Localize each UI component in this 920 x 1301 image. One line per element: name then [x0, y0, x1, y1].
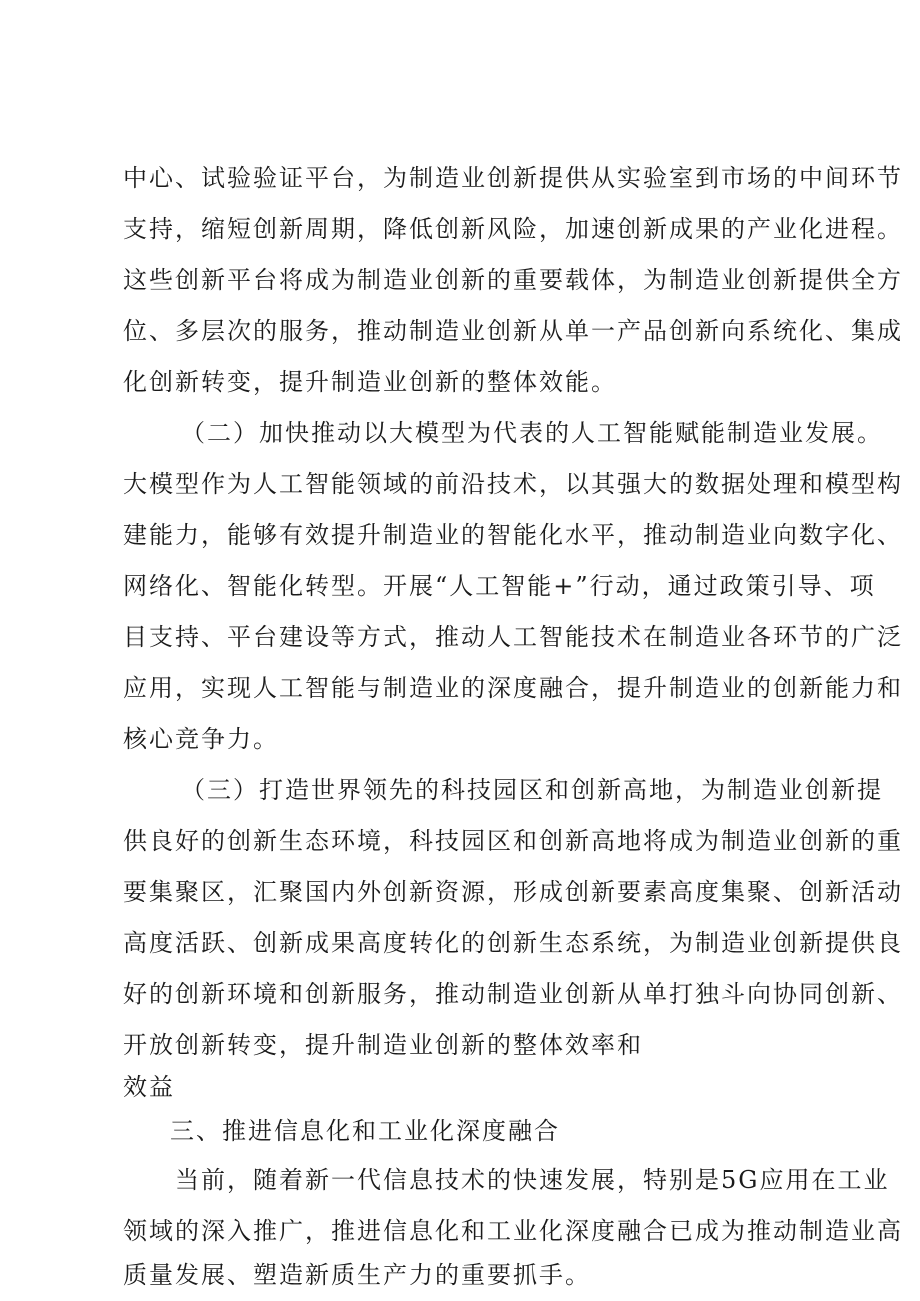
chapter-heading: 三、推进信息化和工业化深度融合 — [170, 1117, 560, 1145]
section-heading: （二）加快推动以大模型为代表的人工智能赋能制造业发展。 — [181, 419, 883, 447]
text-line: 供良好的创新生态环境，科技园区和创新高地将成为制造业创新的重 — [123, 827, 903, 855]
text-line: 领域的深入推广，推进信息化和工业化深度融合已成为推动制造业高 — [123, 1217, 903, 1245]
text-line: 建能力，能够有效提升制造业的智能化水平，推动制造业向数字化、 — [123, 521, 903, 549]
text-line: 位、多层次的服务，推动制造业创新从单一产品创新向系统化、集成 — [123, 317, 903, 345]
section-heading: （三）打造世界领先的科技园区和创新高地，为制造业创新提 — [181, 776, 883, 804]
text-line: 大模型作为人工智能领域的前沿技术，以其强大的数据处理和模型构 — [123, 470, 903, 498]
text-line: 这些创新平台将成为制造业创新的重要载体，为制造业创新提供全方 — [123, 266, 903, 294]
text-line: 效益 — [123, 1073, 175, 1101]
text-line: 要集聚区，汇聚国内外创新资源，形成创新要素高度集聚、创新活动 — [123, 878, 903, 906]
text-line: 应用，实现人工智能与制造业的深度融合，提升制造业的创新能力和 — [123, 674, 903, 702]
text-line: 开放创新转变，提升制造业创新的整体效率和 — [123, 1031, 643, 1059]
text-line: 中心、试验验证平台，为制造业创新提供从实验室到市场的中间环节 — [123, 164, 903, 192]
text-line: 核心竞争力。 — [123, 725, 279, 753]
text-line: 目支持、平台建设等方式，推动人工智能技术在制造业各环节的广泛 — [123, 623, 903, 651]
text-line: 质量发展、塑造新质生产力的重要抓手。 — [123, 1261, 591, 1289]
text-line: 支持，缩短创新周期，降低创新风险，加速创新成果的产业化进程。 — [123, 215, 903, 243]
text-line: 化创新转变，提升制造业创新的整体效能。 — [123, 368, 617, 396]
text-line: 网络化、智能化转型。开展“人工智能+”行动，通过政策引导、项 — [123, 572, 876, 600]
text-line: 当前，随着新一代信息技术的快速发展，特别是5G应用在工业 — [175, 1166, 890, 1194]
text-line: 好的创新环境和创新服务，推动制造业创新从单打独斗向协同创新、 — [123, 980, 903, 1008]
text-line: 高度活跃、创新成果高度转化的创新生态系统，为制造业创新提供良 — [123, 929, 903, 957]
